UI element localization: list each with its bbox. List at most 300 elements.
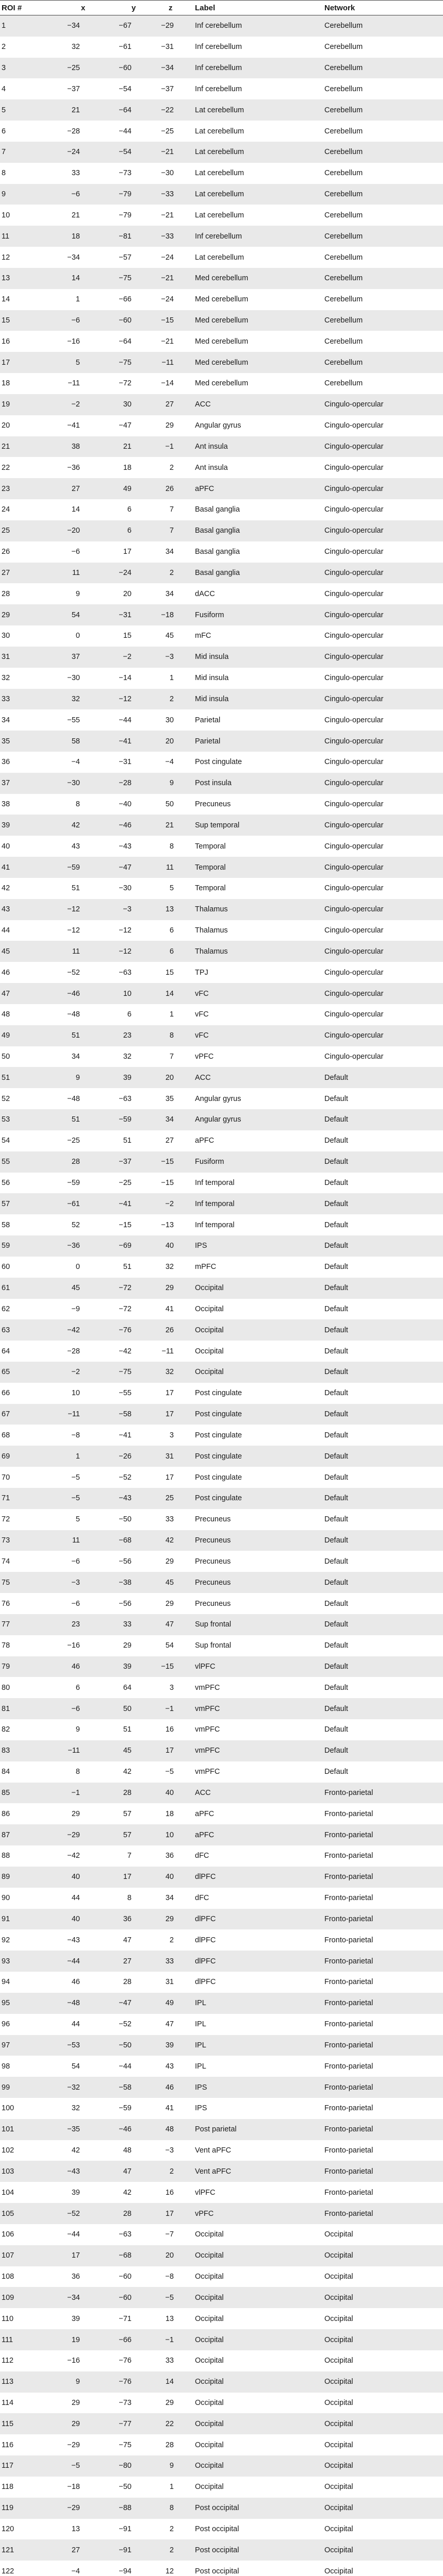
- cell-roi: 45: [0, 941, 48, 962]
- cell-z: 26: [151, 1319, 193, 1341]
- cell-label: IPL: [193, 2014, 323, 2035]
- cell-x: 29: [48, 2393, 100, 2414]
- cell-network: Cingulo-opercular: [323, 415, 443, 436]
- cell-network: Cingulo-opercular: [323, 478, 443, 499]
- table-row: [0, 1404, 443, 1425]
- cell-network: Occipital: [323, 2245, 443, 2266]
- cell-roi: 77: [0, 1614, 48, 1635]
- cell-y: 27: [100, 1951, 151, 1972]
- cell-y: 7: [100, 1845, 151, 1867]
- table-row: [0, 226, 443, 247]
- cell-label: Basal ganglia: [193, 563, 323, 584]
- cell-label: Med cerebellum: [193, 331, 323, 352]
- table-row: [0, 709, 443, 731]
- cell-network: Occipital: [323, 2477, 443, 2498]
- cell-z: 2: [151, 2539, 193, 2561]
- cell-label: Vent aPFC: [193, 2161, 323, 2182]
- cell-y: −60: [100, 2287, 151, 2308]
- cell-y: 21: [100, 436, 151, 457]
- cell-network: Fronto-parietal: [323, 1824, 443, 1845]
- cell-label: Med cerebellum: [193, 373, 323, 394]
- cell-network: Cingulo-opercular: [323, 920, 443, 941]
- cell-y: 51: [100, 1130, 151, 1151]
- cell-network: Occipital: [323, 2266, 443, 2287]
- cell-y: 23: [100, 1025, 151, 1046]
- cell-network: Fronto-parietal: [323, 2056, 443, 2077]
- cell-label: Precuneus: [193, 1593, 323, 1614]
- cell-network: Default: [323, 1488, 443, 1509]
- cell-label: vPFC: [193, 2203, 323, 2224]
- cell-x: −3: [48, 1572, 100, 1593]
- cell-network: Cingulo-opercular: [323, 668, 443, 689]
- cell-y: 18: [100, 457, 151, 478]
- cell-y: −50: [100, 1509, 151, 1530]
- cell-x: −36: [48, 1235, 100, 1257]
- table-row: [0, 478, 443, 499]
- table-row: [0, 99, 443, 121]
- table-row: [0, 1824, 443, 1845]
- cell-network: Cingulo-opercular: [323, 731, 443, 752]
- cell-z: 27: [151, 1130, 193, 1151]
- cell-x: 38: [48, 436, 100, 457]
- cell-roi: 70: [0, 1467, 48, 1488]
- cell-network: Cerebellum: [323, 163, 443, 184]
- cell-x: −42: [48, 1319, 100, 1341]
- cell-y: 39: [100, 1656, 151, 1677]
- cell-y: −26: [100, 1446, 151, 1467]
- cell-roi: 109: [0, 2287, 48, 2308]
- cell-roi: 10: [0, 205, 48, 226]
- cell-y: −47: [100, 415, 151, 436]
- cell-z: 42: [151, 1530, 193, 1551]
- cell-z: 47: [151, 1614, 193, 1635]
- cell-roi: 28: [0, 583, 48, 604]
- table-row: [0, 1067, 443, 1088]
- cell-network: Fronto-parietal: [323, 1845, 443, 1867]
- table-row: [0, 625, 443, 647]
- cell-z: 29: [151, 1551, 193, 1572]
- cell-roi: 108: [0, 2266, 48, 2287]
- cell-x: −6: [48, 1593, 100, 1614]
- cell-z: 1: [151, 1004, 193, 1025]
- cell-network: Fronto-parietal: [323, 2140, 443, 2161]
- cell-label: dFC: [193, 1845, 323, 1867]
- cell-label: dFC: [193, 1888, 323, 1909]
- cell-z: −1: [151, 1698, 193, 1719]
- cell-y: −12: [100, 920, 151, 941]
- cell-label: ACC: [193, 1783, 323, 1804]
- cell-z: 34: [151, 1109, 193, 1130]
- cell-x: −37: [48, 78, 100, 99]
- table-row: [0, 1130, 443, 1151]
- header-roi: ROI #: [0, 1, 48, 15]
- cell-network: Occipital: [323, 2329, 443, 2350]
- cell-roi: 18: [0, 373, 48, 394]
- cell-label: Lat cerebellum: [193, 163, 323, 184]
- cell-y: −42: [100, 1341, 151, 1362]
- cell-x: 27: [48, 2539, 100, 2561]
- cell-network: Cerebellum: [323, 184, 443, 205]
- cell-z: 29: [151, 415, 193, 436]
- cell-roi: 4: [0, 78, 48, 99]
- cell-y: −72: [100, 373, 151, 394]
- cell-network: Cerebellum: [323, 99, 443, 121]
- cell-roi: 122: [0, 2561, 48, 2576]
- cell-label: Med cerebellum: [193, 310, 323, 331]
- cell-label: Med cerebellum: [193, 289, 323, 310]
- cell-z: −4: [151, 752, 193, 773]
- cell-roi: 82: [0, 1719, 48, 1740]
- table-row: [0, 647, 443, 668]
- cell-roi: 102: [0, 2140, 48, 2161]
- cell-x: −43: [48, 1929, 100, 1951]
- cell-network: Cingulo-opercular: [323, 794, 443, 815]
- cell-x: 27: [48, 478, 100, 499]
- cell-x: 40: [48, 1867, 100, 1888]
- cell-x: −30: [48, 773, 100, 794]
- cell-y: 29: [100, 1635, 151, 1656]
- cell-z: 14: [151, 983, 193, 1004]
- table-row: [0, 2203, 443, 2224]
- cell-network: Default: [323, 1130, 443, 1151]
- cell-label: Thalamus: [193, 941, 323, 962]
- cell-y: −37: [100, 1151, 151, 1173]
- cell-network: Default: [323, 1719, 443, 1740]
- cell-label: Post cingulate: [193, 1404, 323, 1425]
- header-x: x: [48, 1, 100, 15]
- cell-roi: 25: [0, 520, 48, 541]
- cell-y: −60: [100, 58, 151, 79]
- cell-roi: 33: [0, 689, 48, 710]
- cell-network: Cerebellum: [323, 247, 443, 268]
- cell-roi: 32: [0, 668, 48, 689]
- cell-x: 54: [48, 604, 100, 625]
- cell-y: 51: [100, 1257, 151, 1278]
- cell-network: Default: [323, 1109, 443, 1130]
- cell-y: 50: [100, 1698, 151, 1719]
- cell-label: Thalamus: [193, 899, 323, 920]
- cell-network: Cerebellum: [323, 205, 443, 226]
- cell-y: −88: [100, 2498, 151, 2519]
- cell-network: Cingulo-opercular: [323, 878, 443, 899]
- cell-network: Fronto-parietal: [323, 1888, 443, 1909]
- cell-label: Occipital: [193, 2413, 323, 2434]
- cell-z: 8: [151, 1025, 193, 1046]
- cell-roi: 118: [0, 2477, 48, 2498]
- cell-label: vmPFC: [193, 1677, 323, 1698]
- table-row: [0, 983, 443, 1004]
- cell-label: Temporal: [193, 836, 323, 857]
- cell-roi: 96: [0, 2014, 48, 2035]
- cell-x: 0: [48, 1257, 100, 1278]
- cell-z: −31: [151, 37, 193, 58]
- cell-y: −75: [100, 352, 151, 373]
- cell-z: 7: [151, 1046, 193, 1067]
- table-row: [0, 2140, 443, 2161]
- cell-x: −6: [48, 1551, 100, 1572]
- cell-roi: 34: [0, 709, 48, 731]
- cell-y: 39: [100, 1067, 151, 1088]
- cell-network: Default: [323, 1151, 443, 1173]
- cell-z: 45: [151, 1572, 193, 1593]
- cell-roi: 93: [0, 1951, 48, 1972]
- cell-z: 2: [151, 1929, 193, 1951]
- cell-z: −37: [151, 78, 193, 99]
- cell-z: −21: [151, 142, 193, 163]
- cell-z: −11: [151, 1341, 193, 1362]
- cell-x: 46: [48, 1656, 100, 1677]
- cell-roi: 2: [0, 37, 48, 58]
- cell-z: 12: [151, 2561, 193, 2576]
- cell-network: Cingulo-opercular: [323, 983, 443, 1004]
- cell-y: 20: [100, 583, 151, 604]
- cell-y: 32: [100, 1046, 151, 1067]
- table-row: [0, 752, 443, 773]
- table-row: [0, 2119, 443, 2140]
- cell-z: −5: [151, 2287, 193, 2308]
- cell-x: 51: [48, 878, 100, 899]
- cell-z: 15: [151, 962, 193, 983]
- table-row: [0, 1909, 443, 1930]
- cell-network: Cingulo-opercular: [323, 709, 443, 731]
- cell-network: Default: [323, 1509, 443, 1530]
- cell-roi: 24: [0, 499, 48, 520]
- cell-network: Occipital: [323, 2393, 443, 2414]
- cell-network: Cingulo-opercular: [323, 647, 443, 668]
- table-row: [0, 2561, 443, 2576]
- cell-roi: 87: [0, 1824, 48, 1845]
- cell-roi: 40: [0, 836, 48, 857]
- cell-label: Angular gyrus: [193, 1109, 323, 1130]
- cell-roi: 79: [0, 1656, 48, 1677]
- cell-y: −76: [100, 2371, 151, 2393]
- cell-network: Cingulo-opercular: [323, 689, 443, 710]
- cell-network: Default: [323, 1319, 443, 1341]
- cell-label: Precuneus: [193, 1530, 323, 1551]
- cell-roi: 49: [0, 1025, 48, 1046]
- cell-z: 33: [151, 1509, 193, 1530]
- table-header-row: [0, 1, 443, 15]
- table-row: [0, 794, 443, 815]
- cell-roi: 57: [0, 1193, 48, 1214]
- cell-roi: 1: [0, 15, 48, 37]
- cell-y: −73: [100, 2393, 151, 2414]
- cell-y: −2: [100, 647, 151, 668]
- cell-label: IPS: [193, 2098, 323, 2119]
- cell-z: 30: [151, 709, 193, 731]
- table-row: [0, 1635, 443, 1656]
- cell-x: −43: [48, 2161, 100, 2182]
- cell-x: −29: [48, 2498, 100, 2519]
- table-row: [0, 1341, 443, 1362]
- cell-x: 5: [48, 352, 100, 373]
- cell-label: vmPFC: [193, 1740, 323, 1761]
- cell-x: 29: [48, 1803, 100, 1824]
- cell-y: −94: [100, 2561, 151, 2576]
- cell-label: Mid insula: [193, 647, 323, 668]
- cell-roi: 85: [0, 1783, 48, 1804]
- table-row: [0, 2539, 443, 2561]
- cell-z: −21: [151, 205, 193, 226]
- cell-y: −72: [100, 1278, 151, 1299]
- table-row: [0, 604, 443, 625]
- cell-y: −46: [100, 2119, 151, 2140]
- cell-roi: 94: [0, 1972, 48, 1993]
- table-row: [0, 1972, 443, 1993]
- cell-roi: 88: [0, 1845, 48, 1867]
- table-row: [0, 2413, 443, 2434]
- cell-label: Mid insula: [193, 668, 323, 689]
- cell-label: Angular gyrus: [193, 1088, 323, 1109]
- cell-label: Lat cerebellum: [193, 247, 323, 268]
- cell-x: 54: [48, 2056, 100, 2077]
- cell-label: dACC: [193, 583, 323, 604]
- cell-network: Default: [323, 1740, 443, 1761]
- cell-network: Default: [323, 1299, 443, 1320]
- cell-y: −47: [100, 1993, 151, 2014]
- cell-z: 9: [151, 2455, 193, 2477]
- table-row: [0, 457, 443, 478]
- cell-z: 11: [151, 857, 193, 878]
- cell-z: 29: [151, 2393, 193, 2414]
- cell-roi: 3: [0, 58, 48, 79]
- cell-label: Post cingulate: [193, 1446, 323, 1467]
- cell-y: −64: [100, 331, 151, 352]
- cell-roi: 68: [0, 1425, 48, 1446]
- cell-label: Lat cerebellum: [193, 99, 323, 121]
- table-row: [0, 1425, 443, 1446]
- cell-label: Occipital: [193, 2434, 323, 2455]
- cell-y: −43: [100, 1488, 151, 1509]
- cell-x: 36: [48, 2266, 100, 2287]
- cell-roi: 119: [0, 2498, 48, 2519]
- cell-z: 2: [151, 689, 193, 710]
- cell-label: Thalamus: [193, 920, 323, 941]
- cell-y: 49: [100, 478, 151, 499]
- table-row: [0, 331, 443, 352]
- cell-x: 23: [48, 1614, 100, 1635]
- cell-network: Fronto-parietal: [323, 2119, 443, 2140]
- cell-y: −41: [100, 1193, 151, 1214]
- cell-y: 47: [100, 2161, 151, 2182]
- cell-z: −34: [151, 58, 193, 79]
- cell-y: 6: [100, 1004, 151, 1025]
- cell-roi: 107: [0, 2245, 48, 2266]
- cell-y: −15: [100, 1214, 151, 1235]
- cell-label: Inf temporal: [193, 1173, 323, 1194]
- table-row: [0, 1383, 443, 1404]
- cell-label: vmPFC: [193, 1719, 323, 1740]
- table-row: [0, 2224, 443, 2245]
- cell-network: Occipital: [323, 2224, 443, 2245]
- cell-label: Ant insula: [193, 457, 323, 478]
- table-row: [0, 1993, 443, 2014]
- table-row: [0, 352, 443, 373]
- cell-x: 9: [48, 1719, 100, 1740]
- table-row: [0, 1698, 443, 1719]
- cell-roi: 11: [0, 226, 48, 247]
- cell-y: 36: [100, 1909, 151, 1930]
- cell-y: −66: [100, 289, 151, 310]
- cell-y: −41: [100, 1425, 151, 1446]
- cell-network: Cerebellum: [323, 310, 443, 331]
- cell-roi: 78: [0, 1635, 48, 1656]
- cell-roi: 30: [0, 625, 48, 647]
- cell-z: −30: [151, 163, 193, 184]
- cell-network: Fronto-parietal: [323, 2077, 443, 2098]
- cell-z: −24: [151, 289, 193, 310]
- cell-x: −48: [48, 1088, 100, 1109]
- cell-z: 2: [151, 563, 193, 584]
- cell-roi: 35: [0, 731, 48, 752]
- cell-x: 8: [48, 1761, 100, 1783]
- cell-z: −3: [151, 647, 193, 668]
- cell-x: 9: [48, 1067, 100, 1088]
- cell-x: −52: [48, 2203, 100, 2224]
- cell-label: Post occipital: [193, 2539, 323, 2561]
- cell-x: 5: [48, 1509, 100, 1530]
- cell-network: Default: [323, 1214, 443, 1235]
- cell-z: 40: [151, 1783, 193, 1804]
- cell-network: Fronto-parietal: [323, 2098, 443, 2119]
- cell-label: Ant insula: [193, 436, 323, 457]
- cell-label: Lat cerebellum: [193, 142, 323, 163]
- cell-y: 17: [100, 1867, 151, 1888]
- table-row: [0, 2498, 443, 2519]
- cell-y: −58: [100, 1404, 151, 1425]
- cell-label: Vent aPFC: [193, 2140, 323, 2161]
- cell-x: −4: [48, 752, 100, 773]
- cell-z: −8: [151, 2266, 193, 2287]
- table-row: [0, 1867, 443, 1888]
- cell-network: Fronto-parietal: [323, 1803, 443, 1824]
- cell-label: aPFC: [193, 1803, 323, 1824]
- cell-label: Occipital: [193, 1278, 323, 1299]
- table-row: [0, 1614, 443, 1635]
- cell-label: Lat cerebellum: [193, 184, 323, 205]
- cell-y: −40: [100, 794, 151, 815]
- cell-x: −5: [48, 1467, 100, 1488]
- cell-network: Cingulo-opercular: [323, 962, 443, 983]
- cell-label: IPL: [193, 2056, 323, 2077]
- cell-y: 6: [100, 520, 151, 541]
- cell-x: 51: [48, 1109, 100, 1130]
- cell-y: −44: [100, 709, 151, 731]
- cell-network: Cerebellum: [323, 58, 443, 79]
- cell-label: Parietal: [193, 709, 323, 731]
- cell-z: 3: [151, 1425, 193, 1446]
- cell-label: Post insula: [193, 773, 323, 794]
- header-network: Network: [323, 1, 443, 15]
- cell-roi: 59: [0, 1235, 48, 1257]
- cell-label: Med cerebellum: [193, 268, 323, 289]
- cell-y: −68: [100, 2245, 151, 2266]
- cell-label: Occipital: [193, 1362, 323, 1383]
- cell-z: 27: [151, 394, 193, 415]
- cell-network: Occipital: [323, 2561, 443, 2576]
- table-row: [0, 1488, 443, 1509]
- table-row: [0, 2393, 443, 2414]
- table-row: [0, 2014, 443, 2035]
- table-row: [0, 878, 443, 899]
- cell-roi: 110: [0, 2308, 48, 2329]
- cell-x: 40: [48, 1909, 100, 1930]
- cell-network: Cingulo-opercular: [323, 1046, 443, 1067]
- cell-y: −28: [100, 773, 151, 794]
- cell-label: Precuneus: [193, 794, 323, 815]
- cell-y: −52: [100, 1467, 151, 1488]
- table-row: [0, 184, 443, 205]
